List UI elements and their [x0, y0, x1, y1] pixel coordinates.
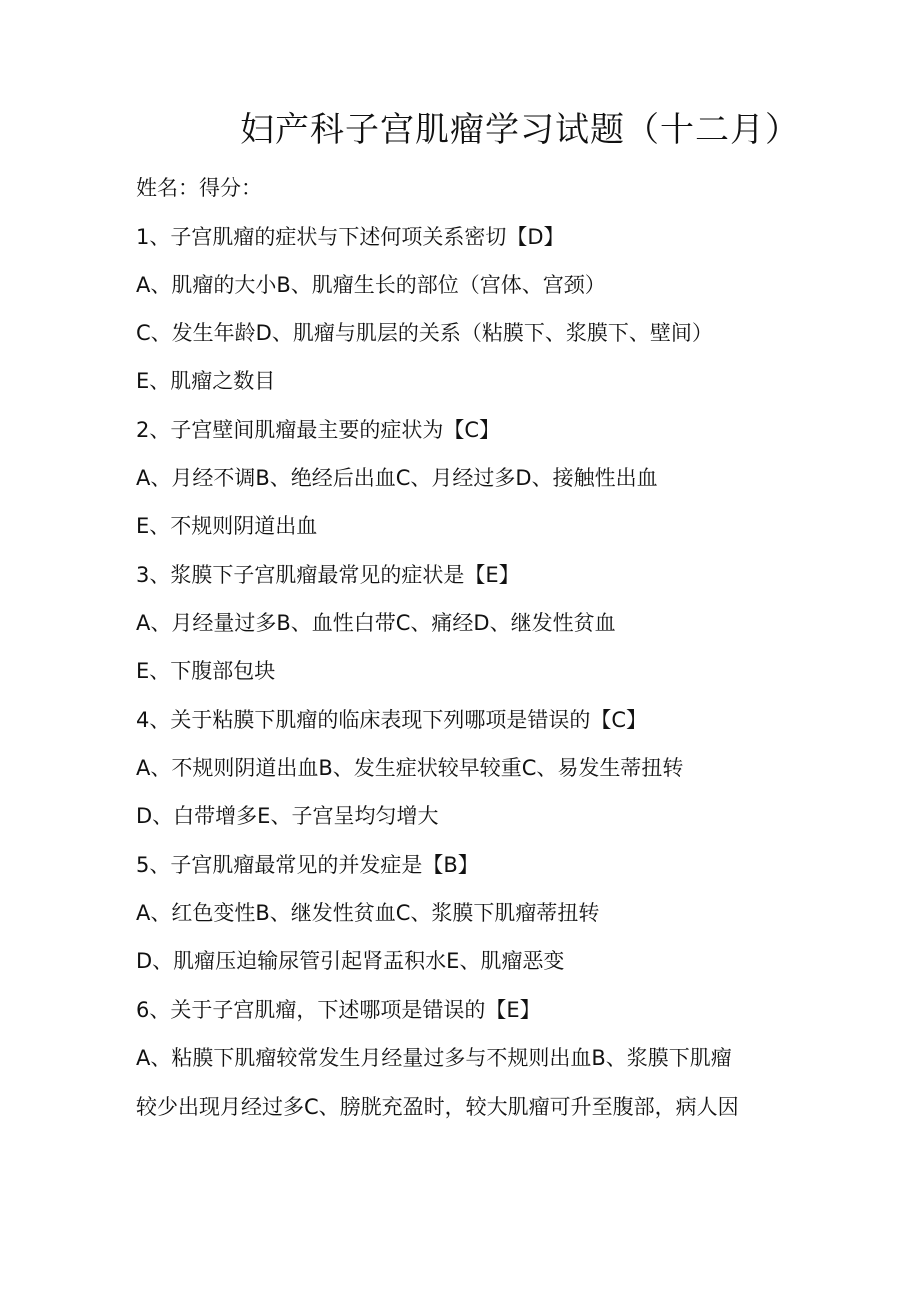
question-4-options-a-c: A、不规则阴道出血B、发生症状较早较重C、易发生蒂扭转 — [136, 756, 684, 780]
question-6-options-a-b: A、粘膜下肌瘤较常发生月经量过多与不规则出血B、浆膜下肌瘤 — [136, 1046, 732, 1070]
question-1-option-e: E、肌瘤之数目 — [136, 369, 276, 393]
question-6-option-c-partial: 较少出现月经过多C、膀胱充盈时，较大肌瘤可升至腹部，病人因 — [136, 1095, 739, 1119]
question-3: 3、浆膜下子宫肌瘤最常见的症状是【E】 — [136, 563, 520, 587]
question-2-option-e: E、不规则阴道出血 — [136, 514, 318, 538]
question-2: 2、子宫壁间肌瘤最主要的症状为【C】 — [136, 418, 501, 442]
name-score-line: 姓名：得分： — [136, 176, 262, 200]
question-1: 1、子宫肌瘤的症状与下述何项关系密切【D】 — [136, 225, 565, 249]
question-2-options-a-d: A、月经不调B、绝经后出血C、月经过多D、接触性出血 — [136, 466, 658, 490]
question-4: 4、关于粘膜下肌瘤的临床表现下列哪项是错误的【C】 — [136, 708, 648, 732]
question-5: 5、子宫肌瘤最常见的并发症是【B】 — [136, 853, 479, 877]
question-3-options-a-d: A、月经量过多B、血性白带C、痛经D、继发性贫血 — [136, 611, 616, 635]
question-6: 6、关于子宫肌瘤，下述哪项是错误的【E】 — [136, 998, 541, 1022]
question-1-options-a-b: A、肌瘤的大小B、肌瘤生长的部位（宫体、宫颈） — [136, 273, 606, 297]
question-1-options-c-d: C、发生年龄D、肌瘤与肌层的关系（粘膜下、浆膜下、壁间） — [136, 321, 713, 345]
question-4-options-d-e: D、白带增多E、子宫呈均匀增大 — [136, 804, 439, 828]
question-5-options-d-e: D、肌瘤压迫输尿管引起肾盂积水E、肌瘤恶变 — [136, 949, 565, 973]
document-title: 妇产科子宫肌瘤学习试题（十二月） — [240, 110, 800, 150]
question-3-option-e: E、下腹部包块 — [136, 659, 276, 683]
question-5-options-a-c: A、红色变性B、继发性贫血C、浆膜下肌瘤蒂扭转 — [136, 901, 600, 925]
